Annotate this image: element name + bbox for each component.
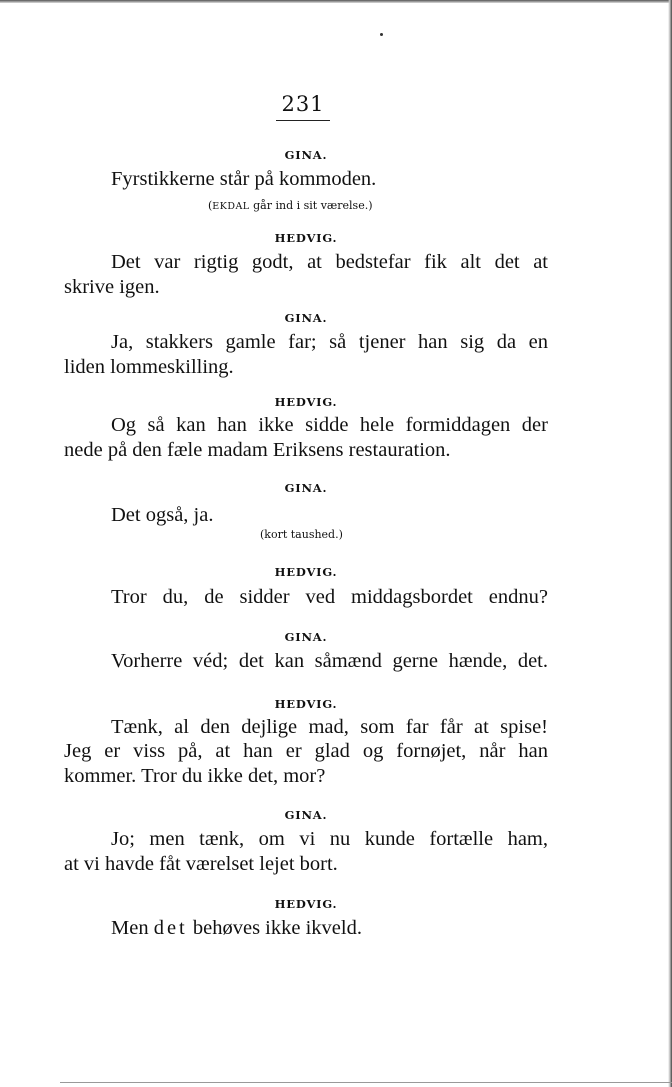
dialogue-line: Det også, ja.	[111, 504, 214, 526]
stage-direction-name: EKDAL	[212, 201, 250, 212]
dialogue-line: skrive igen.	[64, 276, 160, 298]
speaker-label: GINA.	[284, 148, 328, 162]
speaker-label: HEDVIG.	[274, 897, 338, 911]
dialogue-line: Tror du, de sidder ved middagsbordet endnu?	[111, 586, 548, 608]
speaker-label: GINA.	[284, 630, 328, 644]
dialogue-line: Tænk, al den dejlige mad, som far får at spise!	[111, 716, 548, 738]
page-edge-right	[668, 0, 672, 1087]
speaker-label: GINA.	[284, 311, 328, 325]
emphasis-text: det	[153, 917, 188, 939]
dialogue-line: Jo; men tænk, om vi nu kunde fortælle ham,	[111, 828, 548, 850]
speaker-label: GINA.	[284, 481, 328, 495]
stage-direction: (kort taushed.)	[260, 528, 343, 541]
dialogue-line: Fyrstikkerne står på kommoden.	[111, 168, 377, 190]
page-edge-top	[0, 0, 672, 3]
speck	[380, 33, 383, 36]
dialogue-line: nede på den fæle madam Eriksens restauration.	[64, 439, 451, 461]
page-edge-bottom	[60, 1082, 672, 1083]
speaker-label: HEDVIG.	[274, 231, 338, 245]
dialogue-line: Jeg er viss på, at han er glad og fornøjet, når han	[64, 740, 548, 762]
dialogue-line: at vi havde fåt værelset lejet bort.	[64, 853, 338, 875]
dialogue-text: Men	[111, 917, 154, 939]
stage-direction-text: går ind i sit værelse.)	[253, 199, 373, 212]
page-number-rule	[276, 120, 330, 121]
dialogue-line: Det var rigtig godt, at bedstefar fik alt det at	[111, 251, 548, 273]
speaker-label: HEDVIG.	[274, 697, 338, 711]
dialogue-text: behøves ikke ikveld.	[187, 917, 362, 939]
speaker-label: HEDVIG.	[274, 565, 338, 579]
dialogue-line: liden lommeskilling.	[64, 356, 234, 378]
page-number: 231	[281, 92, 325, 116]
dialogue-line: kommer. Tror du ikke det, mor?	[64, 765, 326, 787]
dialogue-line: Vorherre véd; det kan såmænd gerne hænde, det.	[111, 650, 548, 672]
speaker-label: GINA.	[284, 808, 328, 822]
dialogue-line	[111, 917, 362, 940]
speaker-label: HEDVIG.	[274, 395, 338, 409]
dialogue-line: Og så kan han ikke sidde hele formiddagen der	[111, 414, 548, 436]
dialogue-line: Ja, stakkers gamle far; så tjener han sig da en	[111, 331, 548, 353]
stage-direction: (EKDAL går ind i sit værelse.)	[208, 199, 373, 212]
